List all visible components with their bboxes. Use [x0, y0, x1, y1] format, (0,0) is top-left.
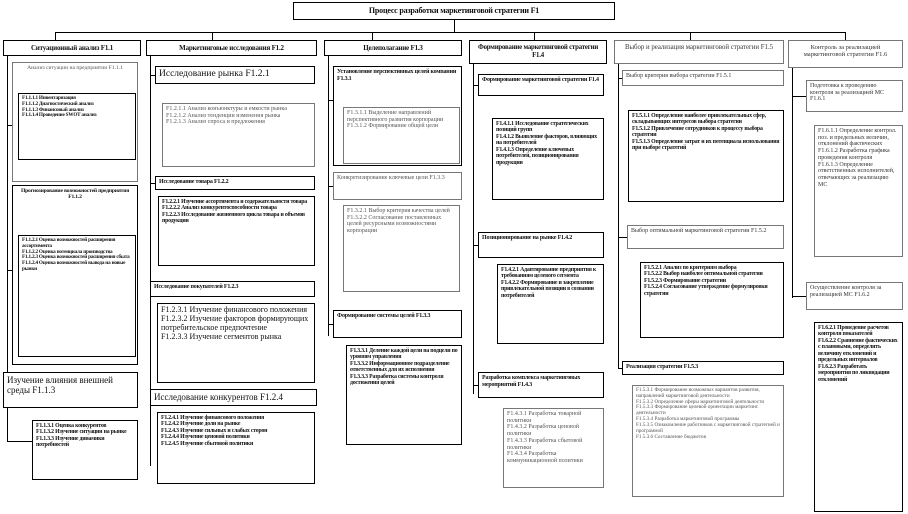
- block-f1-3-2: [333, 172, 462, 200]
- item: F1.5.1.2 Привлечение сотрудников к процессу выбора стратегии: [632, 125, 763, 139]
- item: F1.5.3.6 Составление бюджетов: [636, 433, 706, 440]
- item: F1.6.2.1 Проведение расчетов контроля показателей: [818, 325, 889, 338]
- column-header-f1-5: Выбор и реализация маркетинговой стратегии F1.5: [614, 40, 784, 64]
- item: F1.1.1.1 Инвентаризация: [22, 95, 76, 101]
- block-f1-5-1: [622, 70, 784, 86]
- items-f1-3-3: [346, 345, 462, 445]
- connector: [328, 324, 333, 325]
- item: F1.5.3.2 Определение сферы маркетинговой деятельности: [636, 398, 765, 405]
- item: F1.2.4.5 Изучение сбытовой политики: [161, 440, 254, 447]
- item: F1.5.3.4 Разработка маркетинговой программы: [636, 416, 740, 423]
- item: F1.2.4.1 Изучение финансового положения: [161, 415, 265, 421]
- block-title: Подготовка к проведению контроля за реализацией МС F1.6.1: [810, 83, 885, 103]
- item: F1.5.3.5 Ознакомление работников с маркетинговой стратегией и программой: [636, 421, 780, 434]
- item: F1.2.2.3 Исследование жизненного цикла товара и объемов продукции: [162, 211, 305, 225]
- connector: [150, 183, 155, 184]
- items-f1-6-1: [814, 125, 903, 257]
- item: F1.5.2.1 Анализ по критериям выбора: [644, 265, 737, 271]
- connector: [372, 32, 373, 40]
- block-title: Анализ ситуации на предприятии F1.1.1: [27, 65, 123, 71]
- block-title: Выбор оптимальной маркетинговой стратегии F1.5.2: [631, 228, 767, 234]
- item: F1.6.2.2 Сравнение фактических с плановыми, определить величину отклонений и предельных интервалов: [818, 337, 898, 364]
- item: F1.1.1.3 Финансовый анализ: [22, 106, 84, 113]
- block-f1-6-1: [806, 80, 903, 112]
- connector: [150, 75, 155, 76]
- item: F1.4.2.1 Адаптирование предприятия к требованиям целевого сегмента: [501, 267, 597, 280]
- items-f1-5-2: [640, 262, 784, 338]
- item: F1.5.2.3 Формирование стратегии: [644, 277, 726, 284]
- connector: [55, 32, 845, 33]
- connector: [473, 245, 478, 246]
- connector: [845, 32, 846, 40]
- items-f1-1-1: [18, 93, 136, 160]
- item: F1.5.1.1 Определение наиболее привлекательных сфер, складывающих интересов выбора стратегии: [632, 113, 766, 126]
- items-f1-6-2: [814, 322, 903, 512]
- item: F1.2.3.1 Изучение финансового положения: [161, 305, 308, 314]
- block-title: Исследование товара F1.2.2: [159, 179, 229, 185]
- connector: [55, 32, 56, 40]
- block-f1-2-4: [150, 389, 317, 406]
- item: F1.3.3.1 Деление каждой цели на подцели по уровням управления: [350, 348, 458, 361]
- items-f1-1-2: [18, 235, 136, 357]
- block-title: Реализация стратегии F1.5.3: [626, 364, 699, 370]
- item: F1.4.3.2 Разработка ценовой политики: [507, 424, 580, 438]
- connector: [690, 32, 691, 40]
- items-f1-2-2: [158, 196, 315, 266]
- item: F1.4.2.2 Формирование и закрепление привлекательной позиции в сознании потребителей: [501, 279, 594, 299]
- item: F1.3.1.1 Выделение направлений перспективного развития корпорации: [347, 110, 444, 123]
- block-f1-6-2: [806, 282, 903, 310]
- items-f1-5-3: [632, 385, 784, 497]
- block-f1-3-3: [333, 310, 462, 338]
- items-f1-2-1: [162, 103, 315, 167]
- item: F1.5.2.2 Выбор наиболее оптимальной стратегии: [644, 271, 763, 278]
- block-title: Конкретизирование ключевые цели F1.3.3: [337, 175, 445, 181]
- item: F1.2.3.2 Изучение факторов формирующих потребительское предпочтение: [161, 313, 309, 332]
- item: F1.1.3.1 Оценка конкурентов: [36, 423, 107, 429]
- item: F1.3.3.2 Информационное подразделение ответственных для их исполнения: [350, 360, 450, 374]
- connector: [618, 237, 627, 238]
- item: F1.6.1.1 Определение контрол. поз. и предельных величин, отклонений фактических: [818, 128, 897, 148]
- connector: [328, 100, 333, 101]
- column-header-f1-4: Формирование маркетинговой стратегии F1.4: [469, 40, 607, 64]
- connector: [792, 296, 806, 297]
- items-f1-5-1: [628, 110, 784, 202]
- block-f1-2-1: [155, 66, 315, 84]
- connector: [618, 78, 622, 79]
- connector: [792, 96, 806, 97]
- block-title: Исследование рынка F1.2.1: [159, 69, 270, 79]
- connector: [618, 64, 619, 369]
- item: F1.2.4.2 Изучение доли на рынке: [161, 421, 241, 428]
- column-header-f1-1: Ситуационный анализ F1.1: [3, 40, 141, 56]
- item: F1.1.3.3 Изучение динамики потребностей: [36, 435, 105, 449]
- item: F1.4.3.4 Разработка коммуникационной политики: [507, 451, 583, 465]
- block-f1-2-2: [155, 176, 315, 190]
- item: F1.4.3.3 Разработка сбытовой политики: [507, 437, 583, 451]
- item: F1.4.1.2 Выявление факторов, влияющих на потребителей: [496, 133, 597, 147]
- block-f1-4-3: [478, 372, 604, 398]
- items-f1-2-3: [157, 303, 315, 383]
- column-header-f1-3: Целеполагание F1.3: [324, 40, 462, 56]
- block-title: Установление перспективных целей компании F1.3.1: [337, 69, 457, 82]
- item: F1.5.3.3 Формирование целевой ориентации маркетинг. деятельности: [636, 404, 759, 417]
- item: F1.5.2.4 Согласование утверждение формулировки стратегии: [644, 284, 768, 297]
- block-title: Исследование конкурентов F1.2.4: [154, 392, 284, 402]
- items-f1-4-3: [503, 408, 604, 488]
- block-f1-1-3: [3, 372, 138, 408]
- item: F1.1.2.1 Оценка возможностей расширения ассортимента: [22, 237, 116, 249]
- block-title: Формирование системы целей F1.3.3: [337, 313, 431, 319]
- item: F1.3.2.2 Согласование поставленных целей ресурсными возможностями корпорации: [347, 214, 442, 235]
- block-title: Изучение влияния внешней среды F1.1.3: [7, 375, 113, 396]
- connector: [473, 85, 478, 86]
- item: F1.5.1.3 Определение затрат и их потенциала использования при выборе стратегий: [632, 138, 780, 152]
- block-title: Формирование маркетинговой стратегии F1.4: [482, 77, 599, 83]
- item: F1.2.1.1 Анализ конъюнктуры и емкости рынка: [166, 106, 287, 112]
- block-f1-4-1: [478, 74, 604, 96]
- item: F1.1.1.2 Диагностический анализ: [22, 100, 94, 107]
- column-header-f1-2: Маркетинговые исследования F1.2: [146, 40, 317, 56]
- item: F1.2.3.3 Изучение сегментов рынка: [161, 331, 282, 341]
- item: F1.4.1.3 Определение ключевых потребителей, позиционирования продукции: [496, 146, 579, 166]
- item: F1.3.2.1 Выбор критерия качества целей: [347, 208, 450, 214]
- items-f1-2-4: [157, 412, 315, 484]
- root-process-box: [293, 2, 615, 20]
- item: F1.3.1.2 Формирование общей цели: [347, 123, 439, 130]
- connector: [7, 270, 12, 271]
- item: F1.4.1.1 Исследование стратегических позиций групп: [496, 121, 589, 134]
- items-f1-1-3: [32, 420, 138, 480]
- block-title: Прогнозирование возможностей предприятия F1.1.2: [20, 188, 130, 201]
- item: F1.1.2.4 Оценка возможностей вывода на новые рынки: [22, 260, 126, 273]
- connector: [618, 368, 622, 369]
- connector: [328, 56, 329, 336]
- connector: [328, 186, 333, 187]
- item: F1.2.1.2 Анализ тенденции изменения рынка: [166, 112, 281, 119]
- connector: [7, 125, 12, 126]
- block-f1-5-3: [622, 361, 784, 375]
- block-title: Исследование покупателей F1.2.3: [154, 284, 239, 290]
- item: F1.2.4.4 Изучение ценовой политики: [161, 434, 250, 441]
- item: F1.4.3.1 Разработка товарной политики: [507, 411, 582, 424]
- block-title: Выбор критерия выбора стратегии F1.5.1: [626, 73, 732, 79]
- connector: [212, 32, 213, 40]
- item: F1.6.1.2 Разработка графика проведения контроля: [818, 148, 890, 161]
- block-f1-4-2: [478, 232, 604, 258]
- block-title: Позиционирование на рынке F1.4.2: [482, 235, 573, 241]
- item: F1.1.3.2 Изучение ситуации на рынке: [36, 429, 127, 436]
- item: F1.2.2.1 Изучение ассортимента и содержательности товара: [162, 199, 307, 205]
- item: F1.1.2.2 Оценка потенциала производства: [22, 248, 113, 255]
- block-title: Осуществление контроля за реализацией МС F1.6.2: [810, 285, 882, 298]
- item: F1.2.4.3 Изучение сильных и слабых сторон: [161, 427, 268, 434]
- items-f1-3-1: [343, 107, 460, 164]
- connector: [792, 68, 793, 298]
- column-header-f1-6: Контроль за реализацией маркетинговой стратегии F1.6: [788, 40, 903, 68]
- connector: [454, 20, 455, 32]
- connector: [473, 385, 478, 386]
- item: F1.5.3.1 Формирование возможных вариантов развития, направлений маркетинговой деятельности: [636, 387, 760, 399]
- items-f1-4-2: [497, 264, 604, 344]
- item: F1.6.2.3 Разработать мероприятия по ликвидации отклонений: [818, 363, 890, 383]
- item: F1.2.2.2 Анализ конкурентоспособности товара: [162, 205, 277, 212]
- block-f1-5-2: [627, 225, 784, 249]
- block-f1-2-3: [150, 281, 315, 297]
- item: F1.2.1.3 Анализ спроса и предложения: [166, 119, 265, 126]
- items-f1-3-2: [343, 205, 460, 292]
- items-f1-4-1: [492, 118, 604, 200]
- item: F1.6.1.3 Определение ответственных исполнителей, отвечающих за реализацию МС: [818, 161, 895, 188]
- block-title: Разработка комплекса маркетинговых мероприятий F1.4.3: [482, 375, 581, 388]
- root-process-title: Процесс разработки маркетинговой стратегии F1: [368, 6, 540, 15]
- connector: [7, 441, 32, 442]
- item: F1.3.3.3 Разработка системы контроля достижения целей: [350, 373, 444, 387]
- connector: [534, 32, 535, 40]
- connector: [473, 64, 474, 394]
- item: F1.1.2.3 Оценка возможностей расширения сбыта: [22, 254, 130, 261]
- item: F1.1.1.4 Проведение SWOT анализ: [22, 112, 97, 119]
